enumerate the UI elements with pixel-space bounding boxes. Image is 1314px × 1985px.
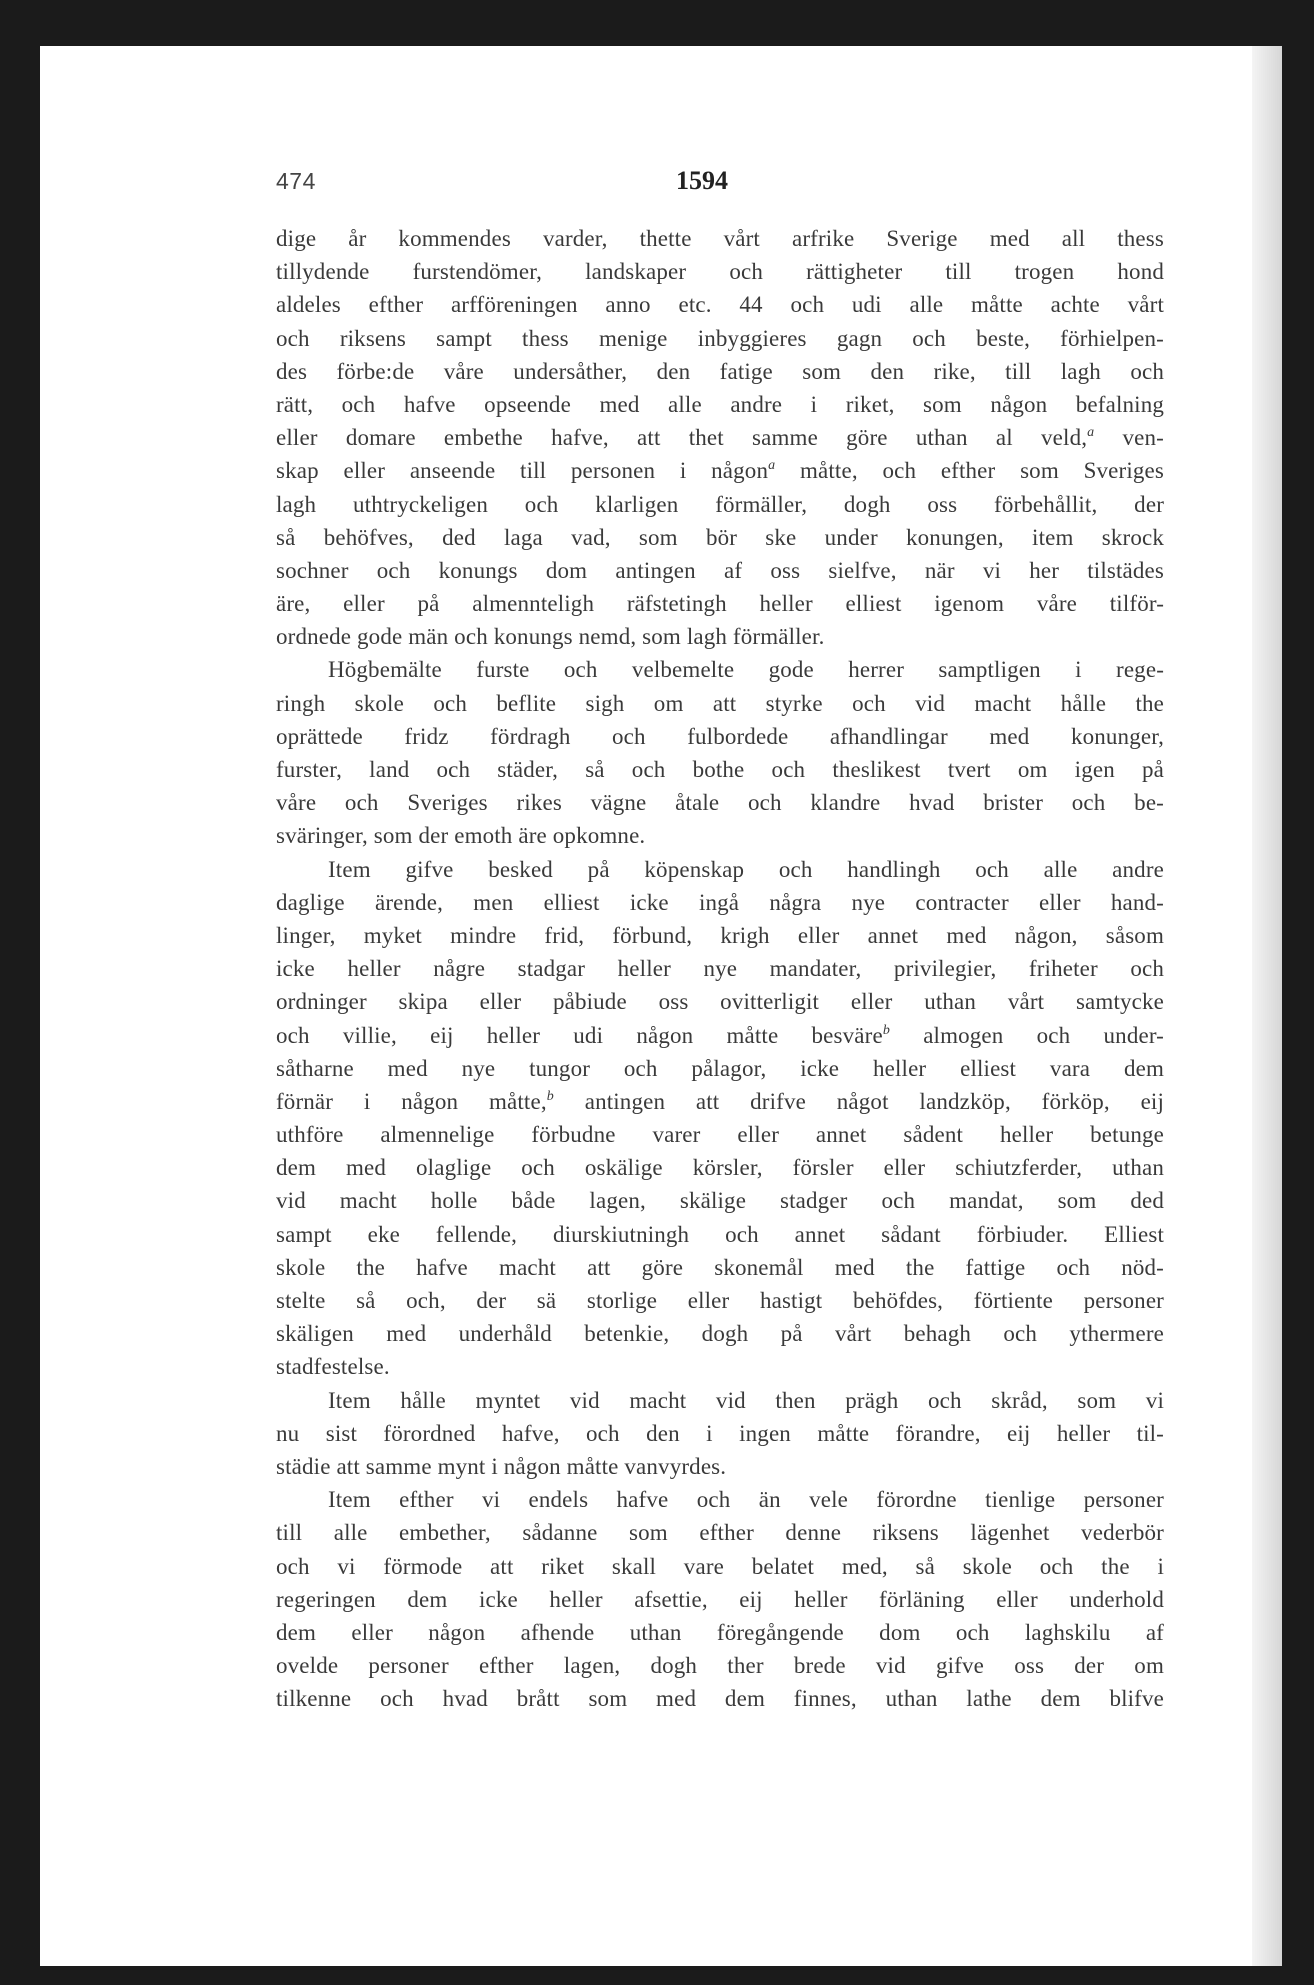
line-text-continuation: antingen att drifve något landzköp, förköp, eij (553, 1088, 1165, 1114)
line-text: såtharne med nye tungor och pålagor, icke heller elliest vara dem (276, 1055, 1164, 1081)
body-text (276, 222, 1164, 1715)
line-text: aldeles efther arfföreningen anno etc. 44 och udi alle måtte achte vårt (276, 292, 1164, 318)
line-text: des förbe:de våre undersåther, den fatige som den rike, till lagh och (276, 358, 1164, 384)
line-text: linger, myket mindre frid, förbund, krigh eller annet med någon, såsom (276, 922, 1164, 948)
text-line (276, 255, 1164, 288)
line-text: städie att samme mynt i någon måtte vanvyrdes. (276, 1453, 727, 1479)
line-text: tilkenne och hvad brått som med dem finnes, uthan lathe dem blifve (276, 1686, 1164, 1712)
line-text: skole the hafve macht att göre skonemål med the fattige och nöd- (276, 1254, 1164, 1280)
text-line (276, 454, 1164, 487)
text-line (276, 1516, 1164, 1549)
text-line (276, 1550, 1164, 1583)
line-text: uthföre almennelige förbudne varer eller annet sådent heller betunge (276, 1122, 1164, 1148)
text-line (276, 786, 1164, 819)
text-line (276, 1384, 1164, 1417)
text-line (276, 653, 1164, 686)
line-text: äre, eller på almennteligh räfstetingh heller elliest igenom våre tilför- (276, 591, 1164, 617)
footnote-marker: b (546, 1088, 554, 1104)
line-text: rätt, och hafve opseende med alle andre i riket, som någon befalning (276, 391, 1164, 417)
line-text: så behöfves, ded laga vad, som bör ske under konungen, item skrock (276, 524, 1164, 550)
text-line (276, 222, 1164, 255)
paragraph (276, 653, 1164, 852)
line-text: tillydende furstendömer, landskaper och rättigheter till trogen hond (276, 259, 1164, 285)
text-line (276, 1649, 1164, 1682)
page-header (276, 168, 1176, 208)
text-line (276, 1350, 1164, 1383)
text-line (276, 587, 1164, 620)
line-text: till alle embether, sådanne som efther denne riksens lägenhet vederbör (276, 1520, 1164, 1546)
paragraph (276, 853, 1164, 1384)
text-line (276, 554, 1164, 587)
text-line (276, 322, 1164, 355)
text-line (276, 819, 1164, 852)
line-text: Högbemälte furste och velbemelte gode herrer samptligen i rege- (328, 657, 1164, 683)
line-text: och vi förmode att riket skall vare belatet med, så skole och the i (276, 1553, 1164, 1579)
text-line (276, 521, 1164, 554)
text-line (276, 288, 1164, 321)
text-line (276, 919, 1164, 952)
text-line (276, 1085, 1164, 1118)
text-line (276, 952, 1164, 985)
line-text: Item efther vi endels hafve och än vele förordne tienlige personer (328, 1487, 1164, 1513)
running-head-year: 1594 (676, 166, 728, 195)
text-line (276, 1284, 1164, 1317)
line-text: våre och Sveriges rikes vägne åtale och klandre hvad brister och be- (276, 790, 1164, 816)
text-line (276, 1151, 1164, 1184)
line-text: nu sist förordned hafve, och den i ingen måtte förandre, eij heller til- (276, 1420, 1164, 1446)
text-line (276, 985, 1164, 1018)
line-text: ordnede gode män och konungs nemd, som lagh förmäller. (276, 624, 825, 650)
text-line (276, 1483, 1164, 1516)
paragraph (276, 222, 1164, 653)
line-text: stelte så och, der sä storlige eller hastigt behöfdes, förtiente personer (276, 1288, 1164, 1313)
line-text: regeringen dem icke heller afsettie, eij heller förläning eller underhold (276, 1586, 1164, 1612)
paragraph (276, 1483, 1164, 1715)
line-text: dem med olaglige och oskälige körsler, försler eller schiutzferder, uthan (276, 1155, 1164, 1181)
text-line (276, 421, 1164, 454)
line-text: Item gifve besked på köpenskap och handlingh och alle andre (328, 856, 1164, 882)
line-text: Item hålle myntet vid macht vid then prägh och skråd, som vi (328, 1387, 1164, 1413)
line-text: sochner och konungs dom antingen af oss sielfve, när vi her tilstädes (276, 557, 1164, 583)
text-line (276, 1583, 1164, 1616)
text-line (276, 720, 1164, 753)
line-text: sampt eke fellende, diurskiutningh och annet sådant förbiuder. Elliest (276, 1221, 1164, 1247)
text-line (276, 488, 1164, 521)
line-text: skap eller anseende till personen i någon (276, 458, 769, 484)
text-line (276, 388, 1164, 421)
line-text: ordninger skipa eller påbiude oss ovitterligit eller uthan vårt samtycke (276, 989, 1164, 1015)
line-text-continuation: almogen och under- (889, 1022, 1164, 1048)
text-line (276, 1218, 1164, 1251)
line-text: vid macht holle både lagen, skälige stadger och mandat, som ded (276, 1188, 1164, 1214)
text-line (276, 1417, 1164, 1450)
text-line (276, 853, 1164, 886)
text-line (276, 1682, 1164, 1715)
line-text: furster, land och städer, så och bothe och theslikest tvert om igen på (276, 757, 1164, 782)
line-text-continuation: måtte, och efther som Sveriges (775, 458, 1164, 484)
line-text: stadfestelse. (276, 1354, 390, 1380)
line-text: dige år kommendes varder, thette vårt arfrike Sverige med all thess (276, 226, 1164, 251)
line-text: icke heller någre stadgar heller nye mandater, privilegier, friheter och (276, 956, 1164, 982)
footnote-marker: b (882, 1022, 890, 1038)
line-text: ringh skole och beflite sigh om att styrke och vid macht hålle the (276, 690, 1164, 716)
line-text: eller domare embethe hafve, att thet samme göre uthan al veld, (276, 425, 1088, 451)
text-line (276, 355, 1164, 388)
page-edge-shadow (1252, 46, 1282, 1966)
line-text: oprättede fridz fördragh och fulbordede afhandlingar med konunger, (276, 723, 1164, 749)
line-text: ovelde personer efther lagen, dogh ther brede vid gifve oss der om (276, 1653, 1164, 1679)
text-line (276, 886, 1164, 919)
line-text: skäligen med underhåld betenkie, dogh på vårt behagh och ythermere (276, 1321, 1164, 1347)
text-line (276, 1317, 1164, 1350)
line-text: sväringer, som der emoth äre opkomne. (276, 823, 646, 849)
footnote-marker: a (1087, 425, 1095, 441)
text-line (276, 753, 1164, 786)
text-line (276, 1118, 1164, 1151)
line-text: lagh uthtryckeligen och klarligen förmäller, dogh oss förbehållit, der (276, 491, 1164, 517)
paragraph (276, 1384, 1164, 1484)
page-number: 474 (276, 168, 316, 194)
text-line (276, 687, 1164, 720)
text-line (276, 1251, 1164, 1284)
footnote-marker: a (768, 458, 776, 474)
line-text: och villie, eij heller udi någon måtte besväre (276, 1022, 883, 1048)
text-line (276, 620, 1164, 653)
line-text-continuation: ven- (1094, 425, 1164, 451)
text-line (276, 1052, 1164, 1085)
line-text: daglige ärende, men elliest icke ingå några nye contracter eller hand- (276, 889, 1164, 915)
line-text: och riksens sampt thess menige inbyggieres gagn och beste, förhielpen- (276, 325, 1164, 351)
text-line (276, 1019, 1164, 1052)
line-text: förnär i någon måtte, (276, 1088, 547, 1114)
text-line (276, 1616, 1164, 1649)
text-line (276, 1450, 1164, 1483)
line-text: dem eller någon afhende uthan föregångende dom och laghskilu af (276, 1619, 1164, 1645)
text-line (276, 1184, 1164, 1217)
